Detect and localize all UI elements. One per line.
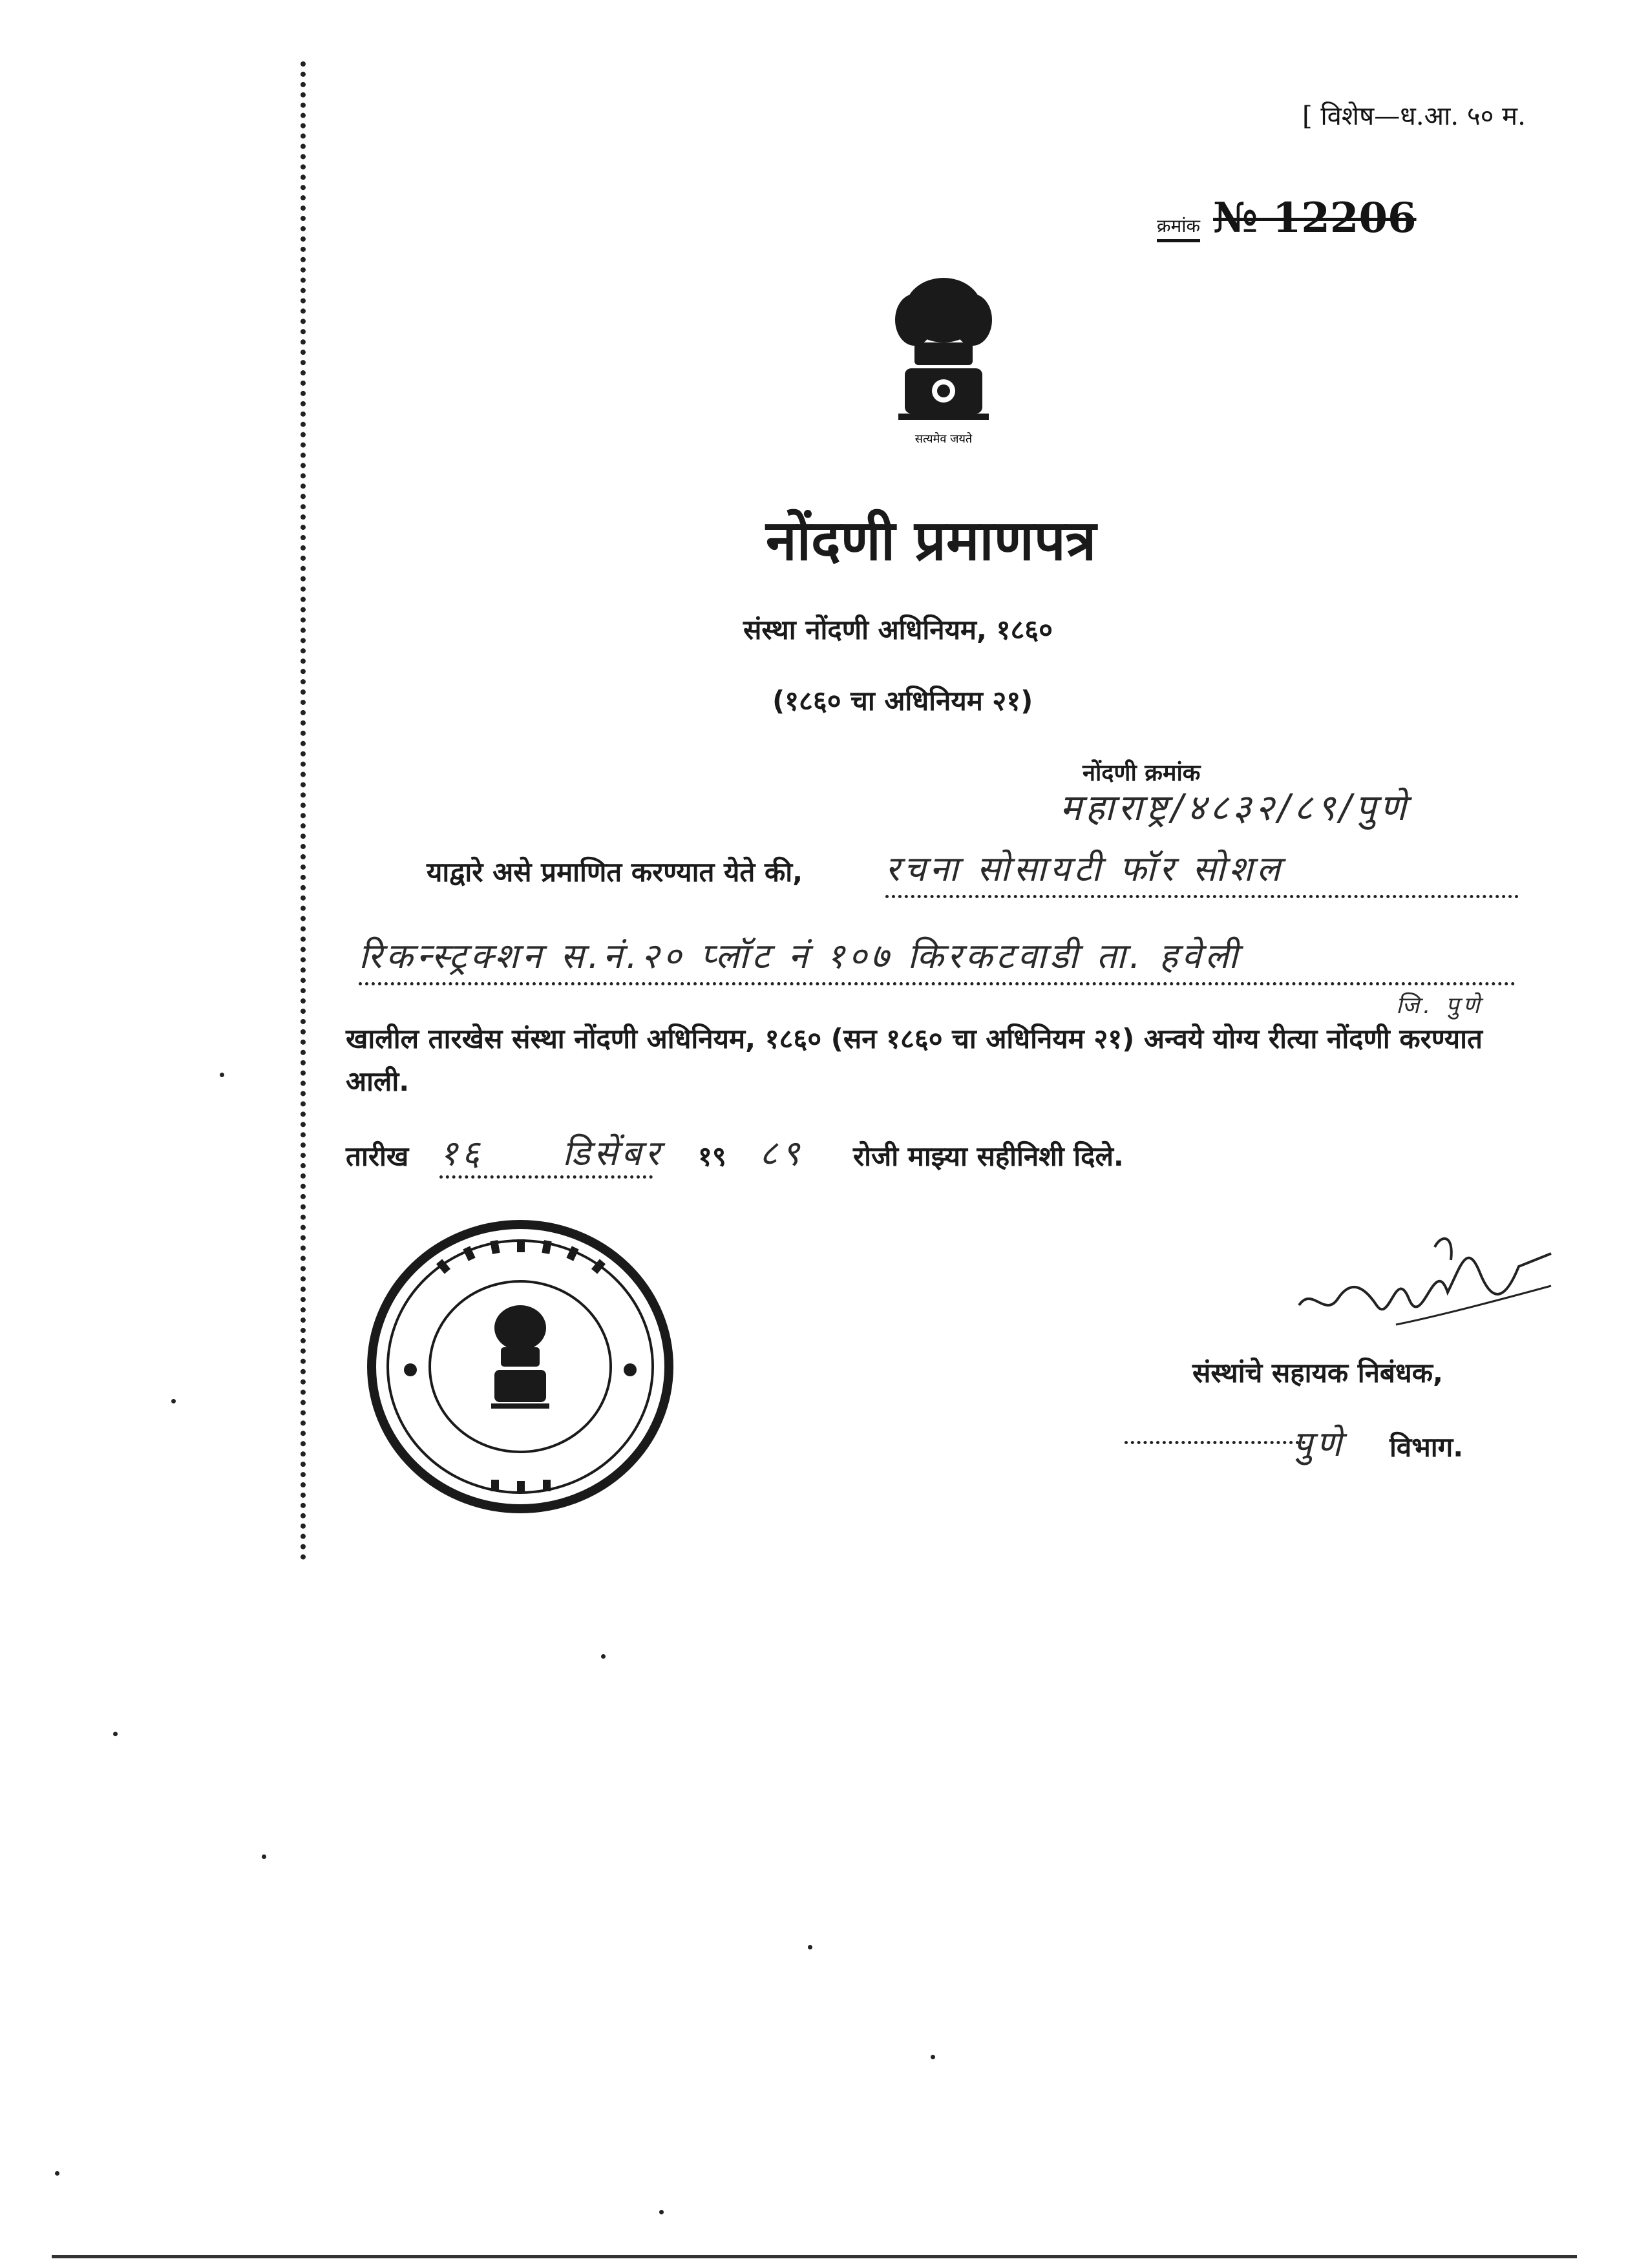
- serial-value: № 12206: [1213, 194, 1417, 242]
- emblem-motto: सत्यमेव जयते: [914, 432, 973, 446]
- department-label: विभाग.: [1389, 1431, 1464, 1463]
- society-district-note: जि. पुणे: [1396, 992, 1484, 1019]
- scan-speck: [931, 2055, 935, 2059]
- date-year-printed: १९: [698, 1140, 726, 1172]
- society-name-line-2: रिकन्स्ट्रक्शन स.नं.२० प्लॉट नं १०७ किरकटवाडी ता. हवेली: [359, 930, 1516, 985]
- national-emblem-icon: [879, 271, 1008, 452]
- date-month: डिसेंबर: [562, 1133, 664, 1173]
- department-fill-line: [1125, 1434, 1305, 1444]
- scan-speck: [113, 1732, 118, 1736]
- date-day: १६: [439, 1128, 653, 1179]
- date-label: तारीख: [346, 1140, 409, 1172]
- scan-speck: [220, 1073, 224, 1077]
- act-subtitle: (१८६० चा अधिनियम २१): [772, 685, 1033, 717]
- scan-speck: [659, 2210, 664, 2214]
- society-name-line-1: रचना सोसायटी फॉर सोशल: [885, 843, 1519, 898]
- form-reference: [ विशेष—ध.आ. ५० म.: [1302, 101, 1526, 131]
- serial-prefix: क्रमांक: [1157, 215, 1201, 236]
- registration-number-value: महाराष्ट्र/४८३२/८९/पुणे: [1060, 787, 1410, 829]
- certification-body: खालील तारखेस संस्था नोंदणी अधिनियम, १८६० (सन १८६० चा अधिनियम २१) अन्वये योग्य रीत्या नोंदणी करण्यात आली.: [346, 1023, 1483, 1097]
- scan-speck: [171, 1399, 176, 1403]
- registration-number-label: नोंदणी क्रमांक: [1083, 760, 1201, 786]
- scan-speck: [262, 1854, 266, 1859]
- date-year-handwritten: ८९: [759, 1133, 804, 1173]
- scan-speck: [808, 1945, 812, 1949]
- scan-speck: [601, 1654, 606, 1659]
- left-margin-perforation: [301, 61, 306, 1560]
- date-suffix: रोजी माझ्या सहीनिशी दिले.: [853, 1140, 1124, 1172]
- bottom-edge-rule: [52, 2255, 1577, 2258]
- scan-speck: [55, 2171, 59, 2176]
- official-seal-icon: [362, 1215, 679, 1518]
- signatory-designation: संस्थांचे सहायक निबंधक,: [1192, 1357, 1443, 1389]
- act-title: संस्था नोंदणी अधिनियम, १८६०: [743, 614, 1053, 646]
- signature-icon: [1286, 1228, 1558, 1350]
- serial-number: [1157, 194, 1417, 242]
- certify-label: याद्वारे असे प्रमाणित करण्यात येते की,: [427, 856, 803, 888]
- page-title: नोंदणी प्रमाणपत्र: [766, 509, 1097, 573]
- department-handwritten: पुणे: [1293, 1423, 1346, 1464]
